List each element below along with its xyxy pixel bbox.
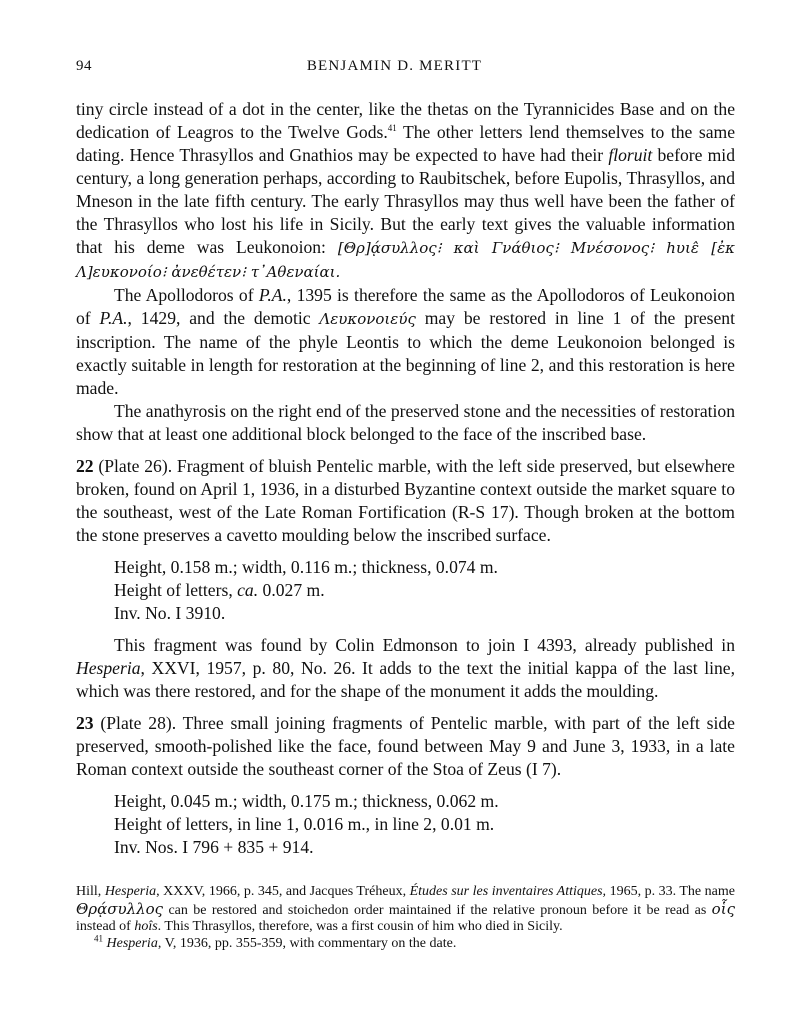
footnote-ref-41: 41: [387, 123, 397, 134]
paragraph-2: [76, 284, 735, 400]
entry-22-letter-height: [114, 579, 735, 602]
footnote-41-text: , V, 1936, pp. 355-359, with commentary on the date.: [157, 935, 457, 951]
footnote-continuation: [76, 884, 735, 936]
p2-b: , 1395 is therefore the same as the Apollodoros of Leukonoion of: [76, 285, 735, 328]
entry-22: [76, 455, 735, 547]
entry-23: [76, 712, 735, 781]
fn-cont-etudes: Études sur les inventaires Attiques,: [409, 884, 607, 899]
running-title: BENJAMIN D. MERITT: [306, 58, 483, 74]
entry-23-measurements: [114, 790, 735, 859]
fn-cont-c: 1965, p. 33. The name: [606, 884, 735, 899]
paragraph-1: [76, 98, 735, 284]
entry-22-measurements: [114, 556, 735, 625]
fn-cont-f: . This Thrasyllos, therefore, was a first cousin of him who died in Sicily.: [157, 919, 563, 935]
page-number: 94: [76, 58, 92, 74]
entry-23-inventory: Inv. Nos. I 796 + 835 + 914.: [114, 837, 314, 857]
entry-22-letter-height-a: Height of letters,: [114, 580, 238, 600]
entry-22-description: (Plate 26). Fragment of bluish Pentelic marble, with the left side preserved, but elsewhere broken, found on April 1, 1936, in a disturbed Byzantine context outside the market square to the southeast, west of the Late Roman Fortification (R-S 17). Though broken at the bottom the stone preserves a cavetto moulding below the inscribed surface.: [76, 456, 735, 545]
main-text: [76, 98, 735, 859]
entry-22-note: [76, 634, 735, 703]
p1-text-a: tiny circle instead of a dot in the center, like the thetas on the Tyrannicides Base and on the dedication of Leagros to the Twelve Gods.: [76, 99, 735, 142]
p1-greek-inscription: [Θρ]ᾴσυλλος⁝ καὶ Γνάθιος⁝ Μνέσονος⁝ hυιε̂ [ἐκ Λ]ευκονοίο⁝ ἀνεθέτεν⁝ τ᾽Αθεναίαι.: [76, 239, 735, 281]
footnote-41-hesperia: Hesperia: [106, 935, 158, 951]
entry-23-number: 23: [76, 713, 94, 733]
entry-22-note-hesperia: Hesperia: [76, 658, 141, 678]
entry-22-inventory: Inv. No. I 3910.: [114, 603, 226, 623]
p2-c: , 1429, and the demotic: [127, 308, 320, 328]
entry-22-note-b: , XXVI, 1957, p. 80, No. 26. It adds to the text the initial kappa of the last line, which was there restored, and for the shape of the monument it adds the moulding.: [76, 658, 735, 701]
entry-23-description: (Plate 28). Three small joining fragments of Pentelic marble, with part of the left side preserved, smooth-polished like the face, found between May 9 and June 3, 1933, in a late Roman context outside the southeast corner of the Stoa of Zeus (I 7).: [76, 713, 735, 779]
fn-cont-greek-1: Θρᾴσυλλος: [76, 899, 164, 918]
p1-floruit: floruit: [608, 145, 653, 165]
entry-22-number: 22: [76, 456, 94, 476]
entry-23-letter-height: Height of letters, in line 1, 0.016 m., in line 2, 0.01 m.: [114, 814, 495, 834]
page-header: [76, 58, 713, 82]
fn-cont-e: instead of: [76, 919, 135, 935]
footnote-41: [76, 933, 735, 953]
p2-d: may be restored in line 1 of the present inscription. The name of the phyle Leontis to which the deme Leukonoion belonged is exactly suitable in length for restoration at the beginning of line 2, and this restoration is here made.: [76, 308, 735, 398]
entry-23-dimensions: Height, 0.045 m.; width, 0.175 m.; thickness, 0.062 m.: [114, 791, 499, 811]
p2-greek-demotic: Λευκονοιεύς: [319, 310, 416, 328]
p1-text-b: The other letters lend themselves to the same dating. Hence Thrasyllos and Gnathios may be expected to have had their: [76, 122, 736, 165]
fn-cont-hesperia: Hesperia: [104, 884, 157, 899]
entry-22-letter-height-ca: ca.: [237, 580, 259, 600]
footnotes: [76, 884, 735, 952]
entry-22-note-a: This fragment was found by Colin Edmonson to join I 4393, already published in: [114, 635, 735, 655]
footnote-41-number: 41: [94, 933, 103, 944]
fn-cont-greek-2: οἷς: [711, 899, 735, 918]
fn-cont-d: can be restored and stoichedon order maintained if the relative pronoun before it be read as: [163, 902, 712, 918]
p2-pa-1: P.A.: [258, 285, 287, 305]
paragraph-3: The anathyrosis on the right end of the preserved stone and the necessities of restoration show that at least one additional block belonged to the face of the inscribed base.: [76, 401, 735, 444]
fn-cont-a: Hill,: [76, 884, 105, 899]
fn-cont-hois: hoîs: [134, 919, 158, 935]
p2-pa-2: P.A.: [99, 308, 128, 328]
entry-22-dimensions: Height, 0.158 m.; width, 0.116 m.; thickness, 0.074 m.: [114, 557, 498, 577]
entry-22-letter-height-b: 0.027 m.: [258, 580, 325, 600]
p1-text-c: before mid century, a long generation perhaps, according to Raubitschek, before Eupolis, Thrasyllos, and Mneson in the late fifth century. The early Thrasyllos may thus well have been the father of the Thrasyllos who lost his life in Sicily. But the early text gives the valuable information that his deme was Leukonoion:: [76, 145, 735, 257]
p2-a: The Apollodoros of: [114, 285, 259, 305]
fn-cont-b: , XXXV, 1966, p. 345, and Jacques Tréheux,: [156, 884, 410, 899]
